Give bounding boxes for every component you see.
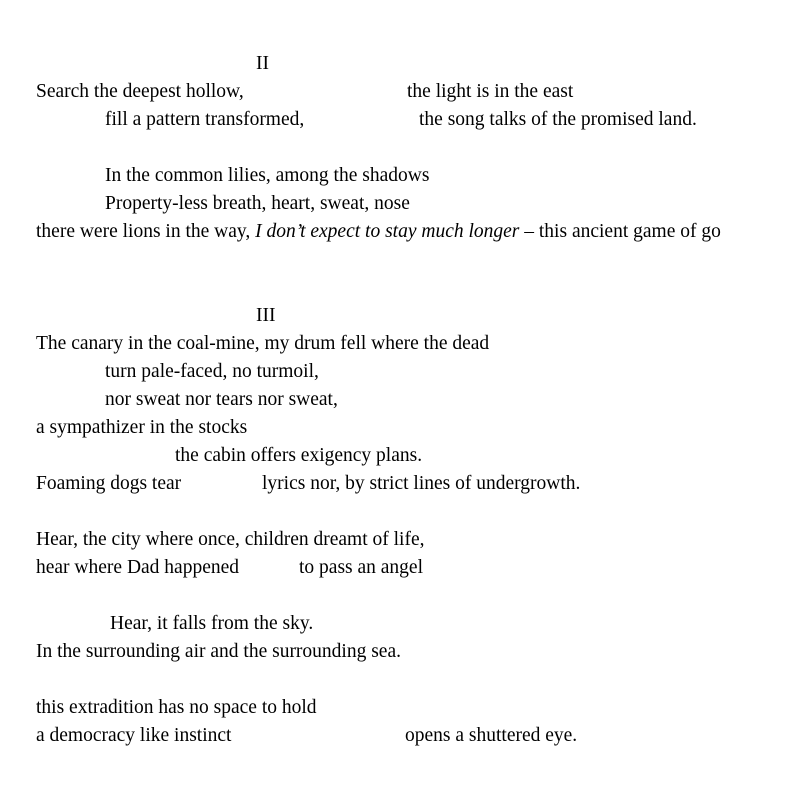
poem-line-end: – this ancient game of go bbox=[519, 221, 721, 242]
poem-line: In the surrounding air and the surrounding sea. bbox=[36, 641, 401, 662]
poem-line: Foaming dogs tear bbox=[36, 473, 182, 494]
poem-line: In the common lilies, among the shadows bbox=[105, 165, 430, 186]
poem-line-start: there were lions in the way, bbox=[36, 221, 256, 242]
poem-line: turn pale-faced, no turmoil, bbox=[105, 361, 319, 382]
poem-line: this extradition has no space to hold bbox=[36, 697, 317, 718]
poem-line: Hear, the city where once, children dreamt of life, bbox=[36, 529, 425, 550]
poem-line: opens a shuttered eye. bbox=[405, 725, 578, 746]
section-iii-heading: III bbox=[256, 305, 276, 326]
poem-line: the song talks of the promised land. bbox=[419, 109, 697, 130]
poem-line: fill a pattern transformed, bbox=[105, 109, 305, 130]
poem-line: nor sweat nor tears nor sweat, bbox=[105, 389, 338, 410]
poem-line: hear where Dad happened bbox=[36, 557, 240, 578]
poem-line: The canary in the coal-mine, my drum fell where the dead bbox=[36, 333, 490, 354]
poem-line bbox=[36, 222, 721, 242]
poem-line: a sympathizer in the stocks bbox=[36, 417, 248, 438]
poem-line-italic: I don’t expect to stay much longer bbox=[255, 221, 520, 242]
section-ii-heading: II bbox=[256, 53, 269, 74]
poem-line: Property-less breath, heart, sweat, nose bbox=[105, 193, 410, 214]
poem-line: a democracy like instinct bbox=[36, 725, 232, 746]
poem-line: the cabin offers exigency plans. bbox=[175, 445, 423, 466]
poem-line: the light is in the east bbox=[407, 81, 574, 102]
poem-line: lyrics nor, by strict lines of undergrowth. bbox=[262, 473, 581, 494]
poem-line: Search the deepest hollow, bbox=[36, 81, 244, 102]
poem-line: to pass an angel bbox=[299, 557, 424, 578]
poem-line: Hear, it falls from the sky. bbox=[110, 613, 314, 634]
